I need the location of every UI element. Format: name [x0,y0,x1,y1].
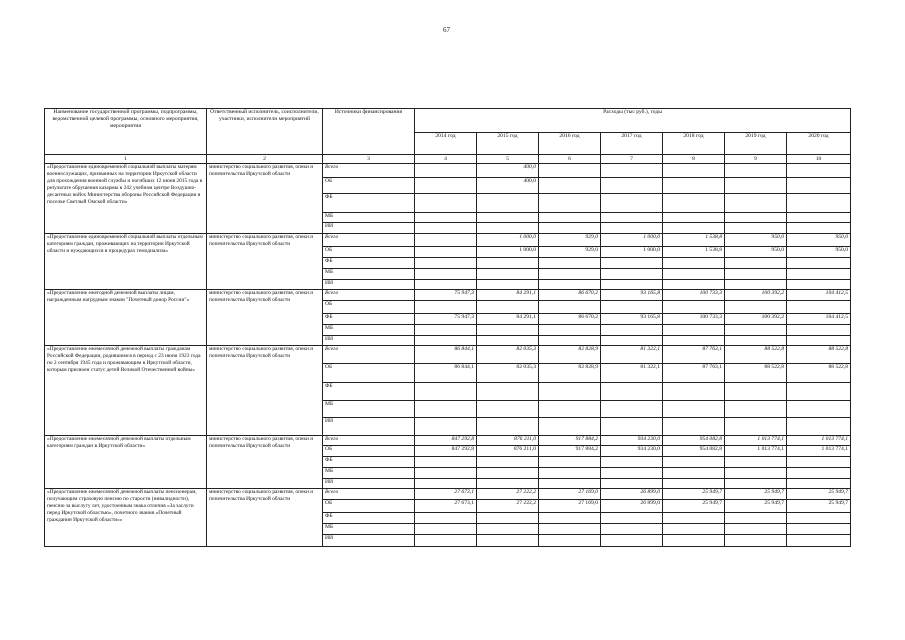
expense-value [663,301,725,314]
expense-value: 950,0 [787,234,851,247]
expense-value [601,457,663,468]
expense-value [539,383,601,401]
table-row [45,290,851,301]
expense-value [601,513,663,524]
expense-value [477,468,539,479]
expense-value: 104 412,5 [787,314,851,325]
expense-value [415,164,477,178]
expense-value: 84 291,1 [477,314,539,325]
expense-value: 82 035,3 [477,364,539,383]
column-number: 1 [45,155,207,164]
expense-value [725,524,787,535]
program-name: «Предоставление ежемесячной денежной выплаты гражданам Российской Федерации, родившимся в период с 23 июня 1923 года по 2 сентября 1945 года и проживающим в Иркутской области, которым присвоен статус детей Великой Отечественной войны» [45,346,207,436]
expense-value: 82 035,3 [477,346,539,364]
expense-value [663,178,725,194]
expense-value [663,535,725,547]
expense-value: 88 522,8 [787,346,851,364]
header-year: 2018 год [663,133,725,155]
expense-value [477,301,539,314]
expense-value: 81 322,1 [601,346,663,364]
expense-value [539,535,601,547]
program-executor: министерство социального развития, опеки и попечительства Иркутской области [207,489,323,547]
expense-value: 917 884,2 [539,446,601,457]
expense-value: 75 947,3 [415,314,477,325]
expense-value [725,468,787,479]
expense-value: 27 169,0 [539,489,601,500]
header-executor: Ответственный исполнитель, соисполнители, участники, исполнители мероприятий [207,109,323,155]
expense-value [415,280,477,290]
expense-value [539,336,601,346]
expense-value [539,401,601,418]
column-number: 7 [601,155,663,164]
funding-source: Всего [323,346,415,364]
expense-value [539,418,601,436]
expense-value [539,223,601,234]
header-expenses: Расходы (тыс руб.), годы [415,109,851,133]
expense-value [415,325,477,336]
expense-value [663,258,725,269]
expense-value: 82 828,9 [539,364,601,383]
expense-value [787,513,851,524]
expense-value [477,524,539,535]
expense-value [725,258,787,269]
expense-value [787,457,851,468]
expense-value: 86 670,2 [539,314,601,325]
expense-value [601,258,663,269]
expense-value [477,383,539,401]
funding-source: Всего [323,489,415,500]
expense-value [601,336,663,346]
expense-value [725,383,787,401]
expense-value: 25 949,7 [787,500,851,513]
expense-value [415,468,477,479]
expense-value [601,280,663,290]
expense-value: 950,0 [787,247,851,258]
table-row [45,346,851,364]
expense-value: 1 013 774,1 [725,446,787,457]
expense-value [787,325,851,336]
expense-value [725,213,787,223]
column-number: 3 [323,155,415,164]
expense-value: 87 763,1 [663,346,725,364]
expense-value [415,223,477,234]
expense-value [539,457,601,468]
expense-value [415,513,477,524]
page-number: 67 [443,26,450,34]
expense-value [663,213,725,223]
expense-value [787,418,851,436]
expense-value: 104 412,5 [787,290,851,301]
header-year: 2020 год [787,133,851,155]
table-row [45,489,851,500]
expense-value [415,258,477,269]
funding-source: Всего [323,436,415,446]
table-row [45,234,851,247]
expense-value: 25 949,7 [725,500,787,513]
expense-value [539,164,601,178]
expense-value: 847 292,8 [415,436,477,446]
expense-value [787,280,851,290]
expense-value [601,325,663,336]
expense-value: 26 899,0 [601,489,663,500]
expense-value [601,301,663,314]
expense-value [601,418,663,436]
expense-value [477,258,539,269]
column-number: 8 [663,155,725,164]
funding-source: ИИ [323,535,415,547]
expense-value: 950,0 [725,234,787,247]
expense-value [415,269,477,280]
header-name: Наименование государственной программы, подпрограммы, ведомственной целевой программы, основного мероприятия, мероприятия [45,109,207,155]
expense-value [415,457,477,468]
funding-source: МБ [323,468,415,479]
expense-value [601,383,663,401]
expense-value [787,194,851,213]
expense-value: 400,0 [477,164,539,178]
expense-value [415,383,477,401]
expense-value [415,418,477,436]
column-number: 10 [787,155,851,164]
header-source: Источники финансирования [323,109,415,155]
expense-value: 25 949,7 [725,489,787,500]
expense-value [787,401,851,418]
expense-value [787,479,851,489]
expense-value: 25 949,7 [663,500,725,513]
expense-value [415,479,477,489]
expense-value: 929,0 [539,247,601,258]
expense-value [601,401,663,418]
expense-value [539,178,601,194]
expense-value [477,325,539,336]
funding-source: ФБ [323,258,415,269]
funding-source: МБ [323,401,415,418]
expense-value: 1 000,0 [477,247,539,258]
expense-value [663,418,725,436]
expense-value [663,468,725,479]
funding-source: ФБ [323,194,415,213]
expense-value: 1 000,0 [601,234,663,247]
table-row [45,436,851,446]
funding-source: ИИ [323,418,415,436]
funding-source: ОБ [323,301,415,314]
table-body [45,164,851,547]
expense-value [663,479,725,489]
funding-source: МБ [323,213,415,223]
expense-value: 100 733,3 [663,314,725,325]
expense-value [539,513,601,524]
expense-value [725,178,787,194]
expense-value [415,213,477,223]
expense-value [415,401,477,418]
expense-value [787,223,851,234]
program-executor: министерство социального развития, опеки и попечительства Иркутской области [207,436,323,489]
funding-source: ОБ [323,178,415,194]
expense-value: 75 947,3 [415,290,477,301]
expense-value [725,513,787,524]
expense-value: 93 165,8 [601,290,663,301]
expense-value [539,325,601,336]
expense-value: 87 763,1 [663,364,725,383]
expense-value: 93 165,8 [601,314,663,325]
funding-source: ИИ [323,280,415,290]
expense-value [415,535,477,547]
funding-source: ОБ [323,364,415,383]
expense-value [787,178,851,194]
expense-value [663,164,725,178]
expense-value: 25 949,7 [663,489,725,500]
expense-value [725,194,787,213]
expense-value: 26 899,0 [601,500,663,513]
expense-value [663,280,725,290]
expense-value [787,336,851,346]
expense-value [601,524,663,535]
program-name: «Предоставление ежегодной денежной выплаты лицам, награжденным нагрудным знаком "Почетный донор России"» [45,290,207,346]
expense-value [539,524,601,535]
expense-value [415,178,477,194]
expense-value [663,513,725,524]
expense-value: 100 733,3 [663,290,725,301]
column-number: 5 [477,155,539,164]
expense-value [725,280,787,290]
funding-source: ОБ [323,500,415,513]
funding-source: Всего [323,290,415,301]
expense-value [663,383,725,401]
program-name: «Предоставление ежемесячной денежной выплаты отдельным категориям граждан в Иркутской области» [45,436,207,489]
expense-value: 100 392,2 [725,290,787,301]
expense-value: 84 291,1 [477,290,539,301]
expense-value: 86 670,2 [539,290,601,301]
column-number: 2 [207,155,323,164]
expense-value: 1 000,0 [477,234,539,247]
expense-value: 954 082,8 [663,446,725,457]
expense-value: 954 082,8 [663,436,725,446]
funding-source: МБ [323,325,415,336]
expense-value: 81 322,1 [601,364,663,383]
program-executor: министерство социального развития, опеки и попечительства Иркутской области [207,346,323,436]
expense-value [601,194,663,213]
column-number: 4 [415,155,477,164]
expense-value [415,247,477,258]
funding-source: ФБ [323,457,415,468]
expense-value [725,401,787,418]
program-executor: министерство социального развития, опеки и попечительства Иркутской области [207,164,323,234]
expense-value [663,223,725,234]
expense-value [539,468,601,479]
expense-value [663,336,725,346]
expense-value: 934 230,0 [601,436,663,446]
expense-value [477,457,539,468]
expense-value [725,301,787,314]
expense-value: 1 013 774,1 [787,436,851,446]
expense-value: 1 538,8 [663,234,725,247]
funding-source: МБ [323,524,415,535]
expense-value [477,194,539,213]
expense-value [539,269,601,280]
expense-value: 929,0 [539,234,601,247]
expense-value: 82 828,9 [539,346,601,364]
expense-value: 1 538,8 [663,247,725,258]
expense-value [601,223,663,234]
expense-value [787,164,851,178]
expense-value: 88 522,8 [725,346,787,364]
program-executor: министерство социального развития, опеки и попечительства Иркутской области [207,234,323,290]
funding-source: ФБ [323,314,415,325]
expense-value [725,457,787,468]
expense-value: 27 222,2 [477,500,539,513]
expense-value [477,513,539,524]
expense-value: 1 013 774,1 [787,446,851,457]
expense-value: 400,0 [477,178,539,194]
program-name: «Предоставление единовременной социальной выплаты матерям военнослужащих, призванных на территории Иркутской области для прохождения военной службы и погибших 12 июня 2015 года в результате обрушения казармы в 242 учебном центре Воздушно-десантных войск Министерства обороны Российской Федерации в поселке Светлый Омской области» [45,164,207,234]
expense-value [601,535,663,547]
expense-value [601,269,663,280]
expense-value [539,213,601,223]
expense-value [601,213,663,223]
expense-value [539,258,601,269]
expense-value: 1 013 774,1 [725,436,787,446]
expense-value [663,269,725,280]
expense-value [787,468,851,479]
expense-value [539,479,601,489]
expense-value: 27 673,1 [415,489,477,500]
expense-value [725,325,787,336]
expense-value [601,164,663,178]
expense-value [539,194,601,213]
funding-source: ОБ [323,247,415,258]
expense-value [415,336,477,346]
header-year: 2019 год [725,133,787,155]
header-year: 2014 год [415,133,477,155]
funding-source: МБ [323,269,415,280]
funding-source: ФБ [323,513,415,524]
funding-source: ИИ [323,223,415,234]
funding-source: Всего [323,234,415,247]
expense-value: 88 522,8 [787,364,851,383]
expense-value: 88 522,8 [725,364,787,383]
expense-value [477,223,539,234]
expense-value [477,401,539,418]
expense-value [539,280,601,290]
expense-value: 25 949,7 [787,489,851,500]
expense-value: 847 292,8 [415,446,477,457]
expense-value [787,383,851,401]
header-year: 2015 год [477,133,539,155]
expense-value: 917 884,2 [539,436,601,446]
expense-value [539,301,601,314]
expense-value [477,213,539,223]
expense-value [477,336,539,346]
program-name: «Предоставление ежемесячной денежной выплаты пенсионерам, получающим страховую пенсию по старости (инвалидности), пенсию за выслугу лет, удостоенным знака отличия «За заслуги перед Иркутской областью», почетного звания «Почетный гражданин Иркутской области»» [45,489,207,547]
expense-value [663,194,725,213]
column-number: 6 [539,155,601,164]
expense-value [787,535,851,547]
expense-value [477,280,539,290]
expense-value [663,325,725,336]
column-number: 9 [725,155,787,164]
expense-value [787,213,851,223]
expense-value: 27 169,0 [539,500,601,513]
funding-source: ФБ [323,383,415,401]
expense-value [601,479,663,489]
expense-value: 27 222,2 [477,489,539,500]
header-year: 2016 год [539,133,601,155]
expense-value [477,479,539,489]
program-executor: министерство социального развития, опеки и попечительства Иркутской области [207,290,323,346]
expense-value [601,468,663,479]
expense-value [725,223,787,234]
program-name: «Предоставление единовременной социальной выплаты отдельным категориям граждан, проживающих на территории Иркутской области и нуждающихся в процедурах гемодиализа» [45,234,207,290]
funding-source: ИИ [323,336,415,346]
expense-value [415,524,477,535]
table-row [45,164,851,178]
expense-value: 27 673,1 [415,500,477,513]
expense-value: 934 230,0 [601,446,663,457]
expense-value [787,258,851,269]
expense-value [725,535,787,547]
expense-value [787,301,851,314]
funding-source: ОБ [323,446,415,457]
expense-value [725,164,787,178]
expense-value [725,269,787,280]
expense-value [725,418,787,436]
expense-value [477,535,539,547]
expense-value: 1 000,0 [601,247,663,258]
header-year: 2017 год [601,133,663,155]
expense-value [663,457,725,468]
expense-value: 950,0 [725,247,787,258]
expense-value [663,524,725,535]
expense-value [415,194,477,213]
expense-value [725,336,787,346]
expense-value: 876 211,0 [477,436,539,446]
expense-value [663,401,725,418]
expense-value [787,269,851,280]
expense-value: 876 211,0 [477,446,539,457]
expense-value [601,178,663,194]
expense-value [415,234,477,247]
expense-value [415,301,477,314]
funding-source: Всего [323,164,415,178]
budget-table [44,108,851,547]
expense-value [787,524,851,535]
expense-value: 86 844,1 [415,346,477,364]
expense-value: 86 844,1 [415,364,477,383]
expense-value: 100 392,2 [725,314,787,325]
expense-value [477,418,539,436]
funding-source: ИИ [323,479,415,489]
expense-value [725,479,787,489]
expense-value [477,269,539,280]
